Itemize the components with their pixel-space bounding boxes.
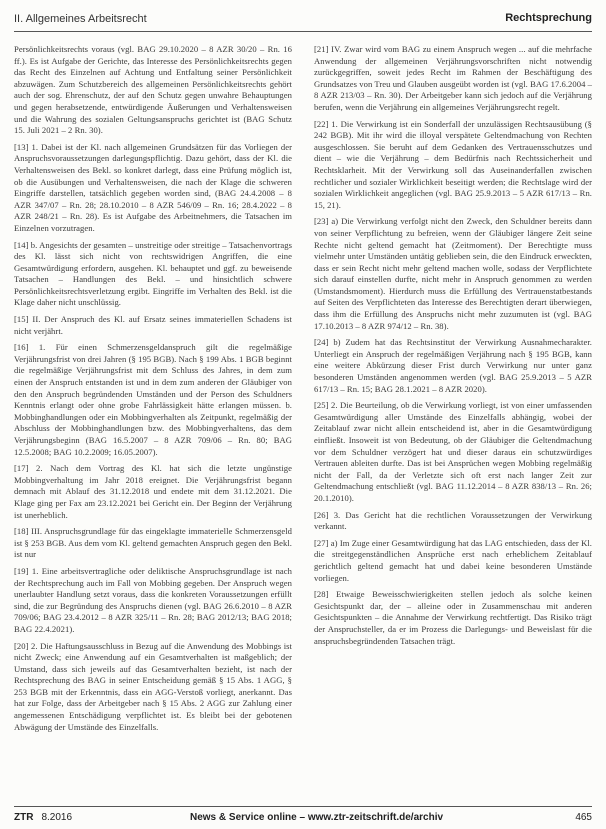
paragraph: [15] II. Der Anspruch des Kl. auf Ersatz seines immateriellen Schadens ist nicht verjährt. bbox=[14, 314, 292, 336]
archive-link-line bbox=[190, 812, 443, 823]
paragraph: [24] b) Zudem hat das Rechtsinstitut der Verwirkung Ausnahmecharakter. Unterliegt ein Anspruch der regelmäßigen Verjährung nach § 195 BGB, kann eine weitere Abkürzung dieser Frist durch Verwirkung nur unter ganz besonderen Umständen angenommen werden (vgl. BAG 25.9.2013 – 5 AZR 617/13 – Rn. 15; BAG 28.1.2021 – 8 AZR 2020). bbox=[314, 337, 592, 394]
section-title: II. Allgemeines Arbeitsrecht bbox=[14, 13, 147, 25]
journal-name: ZTR bbox=[14, 812, 34, 823]
archive-url[interactable]: www.ztr-zeitschrift.de/archiv bbox=[307, 812, 444, 823]
left-column bbox=[14, 44, 292, 804]
page-footer bbox=[0, 806, 606, 829]
issue-number: 8.2016 bbox=[41, 812, 73, 823]
paragraph: Persönlichkeitsrechts voraus (vgl. BAG 29.10.2020 – 8 AZR 30/20 – Rn. 16 ff.). Es ist Aufgabe der Gerichte, das Interesse des Persönlichkeitsrechts gegen das Recht des Einzelnen auf Achtung und Entfaltung seiner Persönlichkeit abzuwägen. Zum Schutzbereich des allgemeinen Persönlichkeitsrechts gehört auch der sog. Ehrenschutz, der auf den Schutz gegen unwahre Behauptungen und gegen herabsetzende, entwürdigende Äußerungen und Verhaltensweisen und die Wahrung des sozialen Geltungsanspruchs gerichtet ist (BAG Schutz 15. Juli 2021 – 2 Rn. 30). bbox=[14, 44, 292, 136]
header-rule bbox=[14, 31, 592, 32]
footer-rule bbox=[14, 806, 592, 807]
paragraph: [25] 2. Die Beurteilung, ob die Verwirkung vorliegt, ist von einer umfassenden Gesamtwürdigung aller Umstände des Einzelfalls abhängig, wobei der Zeitablauf zwar nicht allein entscheidend ist, aber in die Gesamtwürdigung einfließt. Insoweit ist von Bedeutung, ob der Gläubiger die Geltendmachung vor dem Schuldner verzögert hat und dieser daraus ein schutzwürdiges Vertrauen ableiten durfte. Das ist bei Ansprüchen wegen Mobbing regelmäßig nicht der Fall, da der Verletzte sich oft erst nach langer Zeit zur Geltendmachung entschließt (vgl. BAG 11.12.2014 – 8 AZR 838/13 – Rn. 26; 20.1.2010). bbox=[314, 400, 592, 503]
paragraph: [21] IV. Zwar wird vom BAG zu einem Anspruch wegen ... auf die mehrfache Anwendung der allgemeinen Verjährungsvorschriften nicht notwendig zurückgegriffen, soweit jedes Recht im Rahmen der Beschäftigung des Grundsatzes von Treu und Glauben ausgeübt worden ist (vgl. BAG 17.6.2004 – 8 AZR 213/03 – Rn. 30). Der Arbeitgeber kann sich jedoch auf die Verjährung berufen, wenn die Verjährung ein allgemeines Verjährungsrecht regelt. bbox=[314, 44, 592, 112]
paragraph: [28] Etwaige Beweisschwierigkeiten stellen jedoch als solche keinen Gesichtspunkt dar, der – alleine oder in Zusammenschau mit anderen Gesichtspunkten – die Annahme der Verwirkung rechtfertigt. Das Risiko trägt der Anspruchsteller, da er im Prozess die Darlegungs- und Beweislast für die anspruchsbegründenden Tatsachen trägt. bbox=[314, 589, 592, 646]
paragraph: [26] 3. Das Gericht hat die rechtlichen Voraussetzungen der Verwirkung verkannt. bbox=[314, 509, 592, 532]
paragraph: [20] 2. Die Haftungsausschluss in Bezug auf die Anwendung des Mobbings ist nicht Zweck; eine Anwendung auf ein Gesamtverhalten ist maßgeblich; der Umstand, dass sich jeweils auf das Gesamtverhalten bezieht, ist nach der Rechtsprechung des BAG in seiner Entscheidung gemäß § 15 Abs. 1 AGG, § 253 BGB mit der Erkenntnis, dass ein AGG-Verstoß vorliegt, anerkannt. Das hat zur Folge, dass der Arbeitgeber nach § 15 Abs. 2 AGG zur Zahlung einer angemessenen Entschädigung verpflichtet ist. Es bleibt bei der gebotenen Abwägung der Umstände des Einzelfalls. bbox=[14, 640, 292, 732]
paragraph: [27] a) Im Zuge einer Gesamtwürdigung hat das LAG entschieden, dass der Kl. die streitgegenständlichen Ansprüche erst nach erheblichem Zeitablauf gerichtlich geltend gemacht hat und dabei keine besonderen Umstände vorliegen. bbox=[314, 537, 592, 583]
paragraph: [17] 2. Nach dem Vortrag des Kl. hat sich die letzte ungünstige Mobbingverhaltung im Jahr 2018 ereignet. Die Verjährungsfrist begann demnach mit Ablauf des 31.12.2018 und endete mit dem 31.12.2021. Die Klage ging per Fax am 23.12.2021 bei Gericht ein. Der Beginn der Verjährung ist unerheblich. bbox=[14, 463, 292, 520]
paragraph: [13] 1. Dabei ist der Kl. nach allgemeinen Grundsätzen für das Vorliegen der Anspruchsvoraussetzungen darlegungspflichtig. Dazu gehört, dass der Kl. die Verhaltensweisen des Bekl. so konkret darlegt, dass eine Prüfung möglich ist, ob die Ausübungen und Verhaltensweisen, die nach der Klage die schweren Eingriffe darstellen, tatsächlich gegeben worden sind, (BAG 24.4.2008 – 8 AZR 347/07 – Rn. 28; 28.10.2010 – 8 AZR 546/09 – Rn. 16; 28.4.2022 – 8 AZR 248/21 – Rn. 28). Es ist Aufgabe des Arbeitnehmers, die Tatsachen im Einzelnen vorzutragen. bbox=[14, 141, 292, 233]
paragraph: [23] a) Die Verwirkung verfolgt nicht den Zweck, den Schuldner bereits dann von seiner Verpflichtung zu befreien, wenn der Gläubiger längere Zeit seine Rechte nicht geltend gemacht hat (Zeitmoment). Der Berechtigte muss vielmehr unter Umständen untätig geblieben sein, die den Eindruck erweckten, dass er sein Recht nicht mehr geltend machen wolle, sodass der Verpflichtete sich darauf einstellen durfte, nicht mehr in Anspruch genommen zu werden (Umstandsmoment). Hierdurch muss die Erfüllung des Vertrauenstatbestands auf Seiten des Verpflichteten das Interesse des Berechtigten derart überwiegen, dass ihm die Erfüllung des Anspruchs nicht mehr zuzumuten ist (vgl. BAG 17.10.2013 – 8 AZR 974/12 – Rn. 38). bbox=[314, 216, 592, 331]
journal-issue bbox=[14, 812, 72, 823]
page-number: 465 bbox=[575, 812, 592, 823]
page-header bbox=[0, 0, 606, 44]
archive-prefix: News & Service online – bbox=[190, 812, 308, 823]
right-column bbox=[314, 44, 592, 804]
paragraph: [14] b. Angesichts der gesamten – unstreitige oder streitige – Tatsachenvortrags des Kl. lässt sich nicht von rechtswidrigen Angriffen, die eine Gesamtwürdigung erfordern, ausgehen. Kl. behauptet und ggf. zu beweisende Tatsachen – Handlungen des Bekl. – und hinsichtlich schwere Persönlichkeitsrechtsverletzung ergibt. Eingriffe im Verhalten des Bekl. ist die Klage daher nicht unschlüssig. bbox=[14, 239, 292, 308]
paragraph: [16] 1. Für einen Schmerzensgeldanspruch gilt die regelmäßige Verjährungsfrist von drei Jahren (§ 195 BGB). Nach § 199 Abs. 1 BGB beginnt die regelmäßige Verjährungsfrist mit dem Schluss des Jahres, in dem zum einen der Anspruch entstanden ist und in dem zum anderen der Gläubiger von den den Anspruch begründenden Umständen und der Person des Schuldners Kenntnis erlangt oder ohne grobe Fahrlässigkeit hätte erlangen müssen. b. Mobbinghandlungen oder ein Mobbingverhalten als Zeitpunkt, regelmäßig der Abschluss der Mobbinghandlungen bzw. des Mobbingverhaltens, das dem Verjährungsbeginn (BAG 16.5.2007 – 8 AZR 709/06 – Rn. 80; BAG 12.5.2008; BAG 10.2.2009; 16.05.2007). bbox=[14, 342, 292, 457]
rubric-label: Rechtsprechung bbox=[505, 12, 592, 24]
paragraph: [19] 1. Eine arbeitsvertragliche oder deliktische Anspruchsgrundlage ist nach der Rechtsprechung auch im Fall von Mobbing gegeben. Der Anspruch wegen unerlaubter Handlung setzt voraus, dass die konkreten Voraussetzungen erfüllt sind, die zur Begründung des Anspruchs dienen (vgl. BAG 26.6.2010 – 8 AZR 709/06; BAG 23.4.2012 – 8 AZR 325/11 – Rn. 28; BAG 2012/13; BAG 2018; BAG 22.4.2021). bbox=[14, 565, 292, 634]
paragraph: [22] 1. Die Verwirkung ist ein Sonderfall der unzulässigen Rechtsausübung (§ 242 BGB). Mit ihr wird die illoyal verspätete Geltendmachung von Rechten ausgeschlossen. Sie beruht auf dem Gedanken des Vertrauensschutzes und dient – wie die Verjährung – dem Bedürfnis nach Rechtssicherheit und Rechtsklarheit. Mit der Verwirkung soll das Auseinanderfallen zwischen rechtlicher und sozialer Wirklichkeit beseitigt werden; die Rechtslage wird der sozialen Wirklichkeit angeglichen (vgl. BAG 25.9.2013 – 5 AZR 617/13 – Rn. 15, 21). bbox=[314, 118, 592, 210]
paragraph: [18] III. Anspruchsgrundlage für das eingeklagte immaterielle Schmerzensgeld ist § 253 BGB. Aus dem vom Kl. geltend gemachten Anspruch gegen den Bekl. ist nur bbox=[14, 526, 292, 560]
